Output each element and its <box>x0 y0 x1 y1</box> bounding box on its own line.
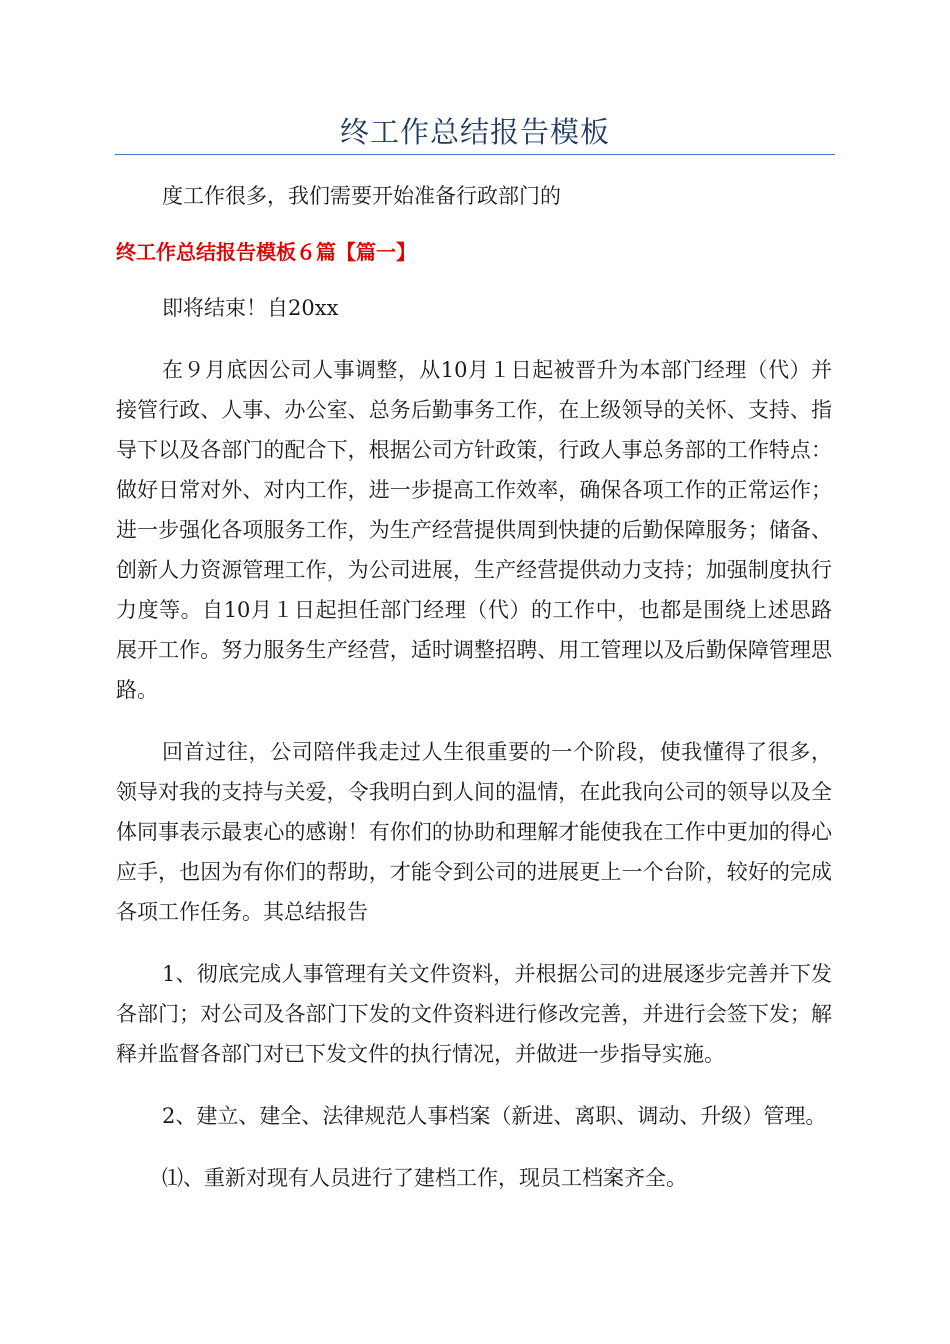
paragraph: 在９月底因公司人事调整，从10月１日起被晋升为本部门经理（代）并接管行政、人事、办公室、总务后勤事务工作，在上级领导的关怀、支持、指导下以及各部门的配合下，根据公司方针政策，行政人事总务部的工作特点：做好日常对外、对内工作，进一步提高工作效率，确保各项工作的正常运作；进一步强化各项服务工作，为生产经营提供周到快捷的后勤保障服务；储备、创新人力资源管理工作，为公司进展，生产经营提供动力支持；加强制度执行力度等。自10月１日起担任部门经理（代）的工作中，也都是围绕上述思路展开工作。努力服务生产经营，适时调整招聘、用工管理以及后勤保障管理思路。 <box>116 358 832 702</box>
document-body <box>116 176 832 1198</box>
paragraph: 回首过往，公司陪伴我走过人生很重要的一个阶段，使我懂得了很多，领导对我的支持与关爱，令我明白到人间的温情，在此我向公司的领导以及全体同事表示最衷心的感谢！有你们的协助和理解才能使我在工作中更加的得心应手，也因为有你们的帮助，才能令到公司的进展更上一个台阶，较好的完成各项工作任务。其总结报告 <box>116 740 832 924</box>
title-underline <box>115 154 835 155</box>
section-heading: 终工作总结报告模板６篇【篇一】 <box>116 240 416 264</box>
paragraph: 即将结束！自20xx <box>162 296 339 320</box>
paragraph: 2、建立、建全、法律规范人事档案（新进、离职、调动、升级）管理。 <box>162 1104 827 1128</box>
paragraph: 1、彻底完成人事管理有关文件资料，并根据公司的进展逐步完善并下发各部门；对公司及各部门下发的文件资料进行修改完善，并进行会签下发；解释并监督各部门对已下发文件的执行情况，并做进一步指导实施。 <box>116 962 832 1066</box>
intro-paragraph: 度工作很多，我们需要开始准备行政部门的 <box>162 184 561 208</box>
paragraph: ⑴、重新对现有人员进行了建档工作，现员工档案齐全。 <box>162 1166 687 1190</box>
document-title: 终工作总结报告模板 <box>339 115 610 149</box>
